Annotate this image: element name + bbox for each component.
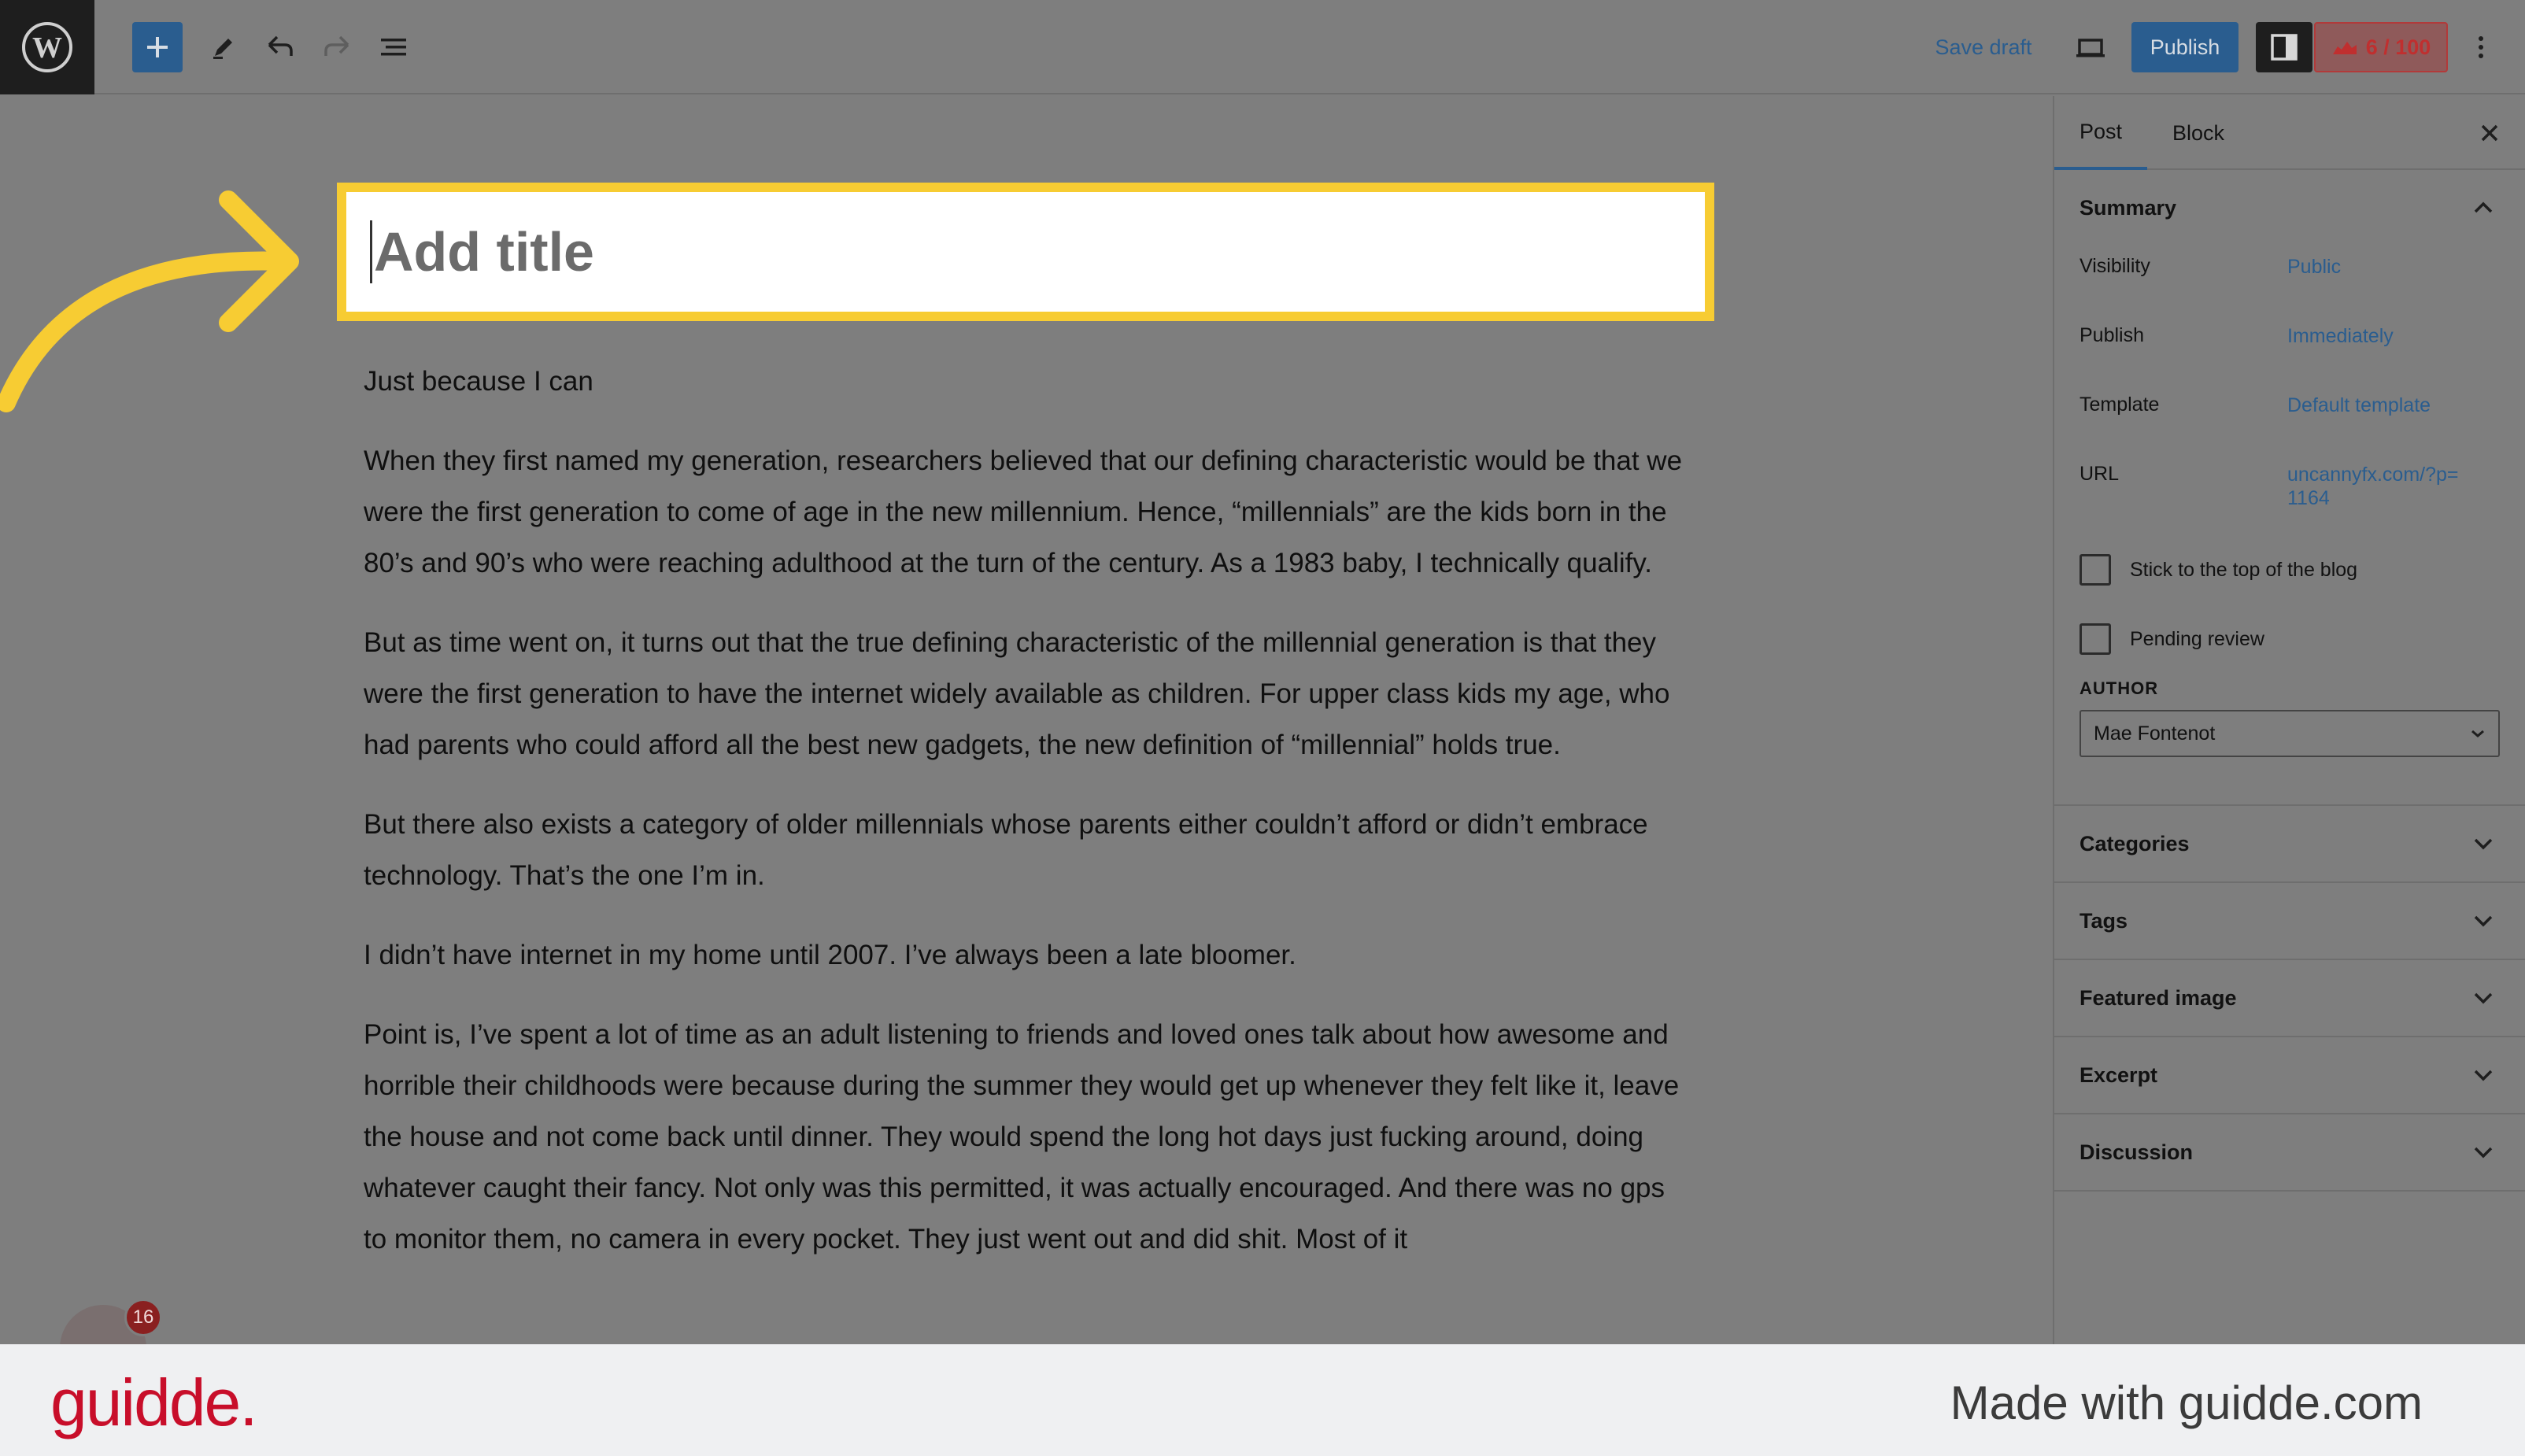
add-block-button[interactable] bbox=[132, 22, 183, 72]
pending-review-label: Pending review bbox=[2130, 627, 2264, 650]
paragraph-block[interactable]: But as time went on, it turns out that the true defining characteristic of the millennial generation is that they were the first generation to have the internet widely available as children. For upper class kids my age, who had parents who could afford all the best new gadgets, the new definition of “millennial” holds true. bbox=[364, 627, 1670, 760]
excerpt-panel bbox=[2054, 1037, 2525, 1114]
tags-panel bbox=[2054, 883, 2525, 960]
visibility-value-link[interactable]: Public bbox=[2287, 256, 2342, 278]
tags-panel-toggle[interactable] bbox=[2054, 883, 2525, 959]
wordpress-logo-icon[interactable] bbox=[0, 0, 94, 94]
seo-score-button[interactable] bbox=[2314, 22, 2448, 72]
template-link[interactable]: Default template bbox=[2287, 394, 2431, 416]
author-label: AUTHOR bbox=[2080, 678, 2159, 698]
paragraph-block[interactable]: But there also exists a category of older millennials whose parents either couldn’t afford or didn’t embrace technology. That’s the one I’m in. bbox=[364, 809, 1648, 891]
featured-image-panel bbox=[2054, 960, 2525, 1037]
post-title-block[interactable] bbox=[337, 183, 1714, 321]
stick-to-top-label: Stick to the top of the blog bbox=[2130, 558, 2358, 581]
seo-score-label: 6 / 100 bbox=[2365, 35, 2431, 59]
close-icon bbox=[2480, 124, 2499, 142]
close-sidebar-button[interactable] bbox=[2470, 113, 2509, 153]
publish-date-link[interactable]: Immediately bbox=[2287, 325, 2394, 347]
svg-text:W: W bbox=[32, 31, 62, 65]
paragraph-block[interactable]: When they first named my generation, researchers believed that our defining characteristic would be that we were the first generation to come of age in the new millennium. Hence, “millennials” are the kids born in the 80’s and 90’s who were reaching adulthood at the turn of the century. As a 1983 baby, I technically qualify. bbox=[364, 445, 1683, 578]
settings-sidebar bbox=[2053, 96, 2525, 1344]
notification-count-badge: 16 bbox=[124, 1299, 162, 1336]
paragraph-block[interactable]: I didn’t have internet in my home until 2007. I’ve always been a late bloomer. bbox=[364, 940, 1296, 970]
sidebar-toggle-icon bbox=[2269, 32, 2299, 62]
publish-button[interactable]: Publish bbox=[2131, 22, 2238, 72]
chevron-down-icon bbox=[2473, 915, 2494, 927]
made-with-text: Made with guidde.com bbox=[1950, 1377, 2423, 1429]
post-content bbox=[364, 356, 1694, 1293]
chevron-down-icon bbox=[2470, 729, 2486, 738]
discussion-panel bbox=[2054, 1114, 2525, 1192]
plus-icon bbox=[144, 34, 171, 61]
more-vertical-icon bbox=[2477, 34, 2485, 61]
featured-image-heading: Featured image bbox=[2080, 985, 2237, 1010]
undo-icon bbox=[264, 34, 296, 61]
tags-heading: Tags bbox=[2080, 908, 2128, 933]
url-label: URL bbox=[2080, 463, 2120, 485]
chart-icon bbox=[2331, 39, 2358, 56]
template-row bbox=[2080, 384, 2500, 453]
tools-button[interactable] bbox=[198, 22, 249, 72]
undo-button[interactable] bbox=[255, 22, 305, 72]
categories-panel-toggle[interactable] bbox=[2054, 806, 2525, 881]
save-draft-button[interactable]: Save draft bbox=[1935, 35, 2032, 59]
pencil-icon bbox=[210, 34, 237, 61]
publish-row bbox=[2080, 315, 2500, 384]
url-row bbox=[2080, 453, 2500, 535]
post-title-input[interactable] bbox=[370, 220, 1705, 283]
options-button[interactable] bbox=[2464, 22, 2498, 72]
assistant-launcher[interactable] bbox=[57, 1299, 154, 1346]
preview-button[interactable] bbox=[2065, 22, 2116, 72]
excerpt-panel-toggle[interactable] bbox=[2054, 1037, 2525, 1113]
paragraph-block[interactable]: Point is, I’ve spent a lot of time as an adult listening to friends and loved ones talk about how awesome and horrible their childhoods were because during the summer they would get up whenever they felt like it, leave the house and not come back until dinner. They would spend the long hot days just fucking around, doing whatever caught their fancy. Not only was this permitted, it was actually encouraged. And there was no gps to monitor them, no camera in every pocket. They just went out and did shit. Most of it bbox=[364, 1019, 1680, 1255]
categories-heading: Categories bbox=[2080, 831, 2190, 855]
template-label: Template bbox=[2080, 394, 2160, 416]
discussion-panel-toggle[interactable] bbox=[2054, 1114, 2525, 1190]
publish-label: Publish bbox=[2080, 324, 2144, 346]
pending-review-row bbox=[2080, 604, 2500, 674]
desktop-preview-icon bbox=[2075, 34, 2106, 61]
redo-icon bbox=[321, 34, 353, 61]
guidde-logo: guidde. bbox=[50, 1365, 257, 1439]
top-toolbar bbox=[0, 0, 2525, 94]
tab-post[interactable]: Post bbox=[2054, 96, 2147, 170]
author-selected-value: Mae Fontenot bbox=[2094, 722, 2216, 745]
visibility-label: Visibility bbox=[2080, 255, 2150, 277]
excerpt-heading: Excerpt bbox=[2080, 1062, 2158, 1087]
pending-review-checkbox[interactable] bbox=[2080, 623, 2111, 655]
chevron-up-icon bbox=[2473, 201, 2494, 214]
summary-heading: Summary bbox=[2080, 195, 2177, 220]
visibility-row bbox=[2080, 246, 2500, 315]
list-view-icon bbox=[378, 34, 409, 61]
categories-panel bbox=[2054, 806, 2525, 883]
chevron-down-icon bbox=[2473, 1069, 2494, 1081]
paragraph-block[interactable]: Just because I can bbox=[364, 366, 593, 397]
editor-canvas bbox=[0, 96, 2053, 1344]
redo-button[interactable] bbox=[312, 22, 362, 72]
document-overview-button[interactable] bbox=[368, 22, 419, 72]
chevron-down-icon bbox=[2473, 1146, 2494, 1159]
author-select[interactable] bbox=[2080, 710, 2500, 757]
summary-panel bbox=[2054, 170, 2525, 806]
tab-block[interactable]: Block bbox=[2172, 120, 2225, 145]
guidde-footer bbox=[0, 1344, 2525, 1456]
settings-button[interactable] bbox=[2256, 22, 2312, 72]
sidebar-tabs bbox=[2054, 96, 2525, 170]
discussion-heading: Discussion bbox=[2080, 1140, 2194, 1164]
summary-panel-toggle[interactable] bbox=[2054, 170, 2525, 246]
stick-to-top-checkbox[interactable] bbox=[2080, 554, 2111, 586]
chevron-down-icon bbox=[2473, 992, 2494, 1004]
url-link[interactable]: uncannyfx.com/?p=1164 bbox=[2287, 464, 2459, 509]
stick-to-top-row bbox=[2080, 535, 2500, 604]
yellow-arrow-icon bbox=[0, 183, 315, 419]
chevron-down-icon bbox=[2473, 837, 2494, 850]
featured-image-panel-toggle[interactable] bbox=[2054, 960, 2525, 1036]
